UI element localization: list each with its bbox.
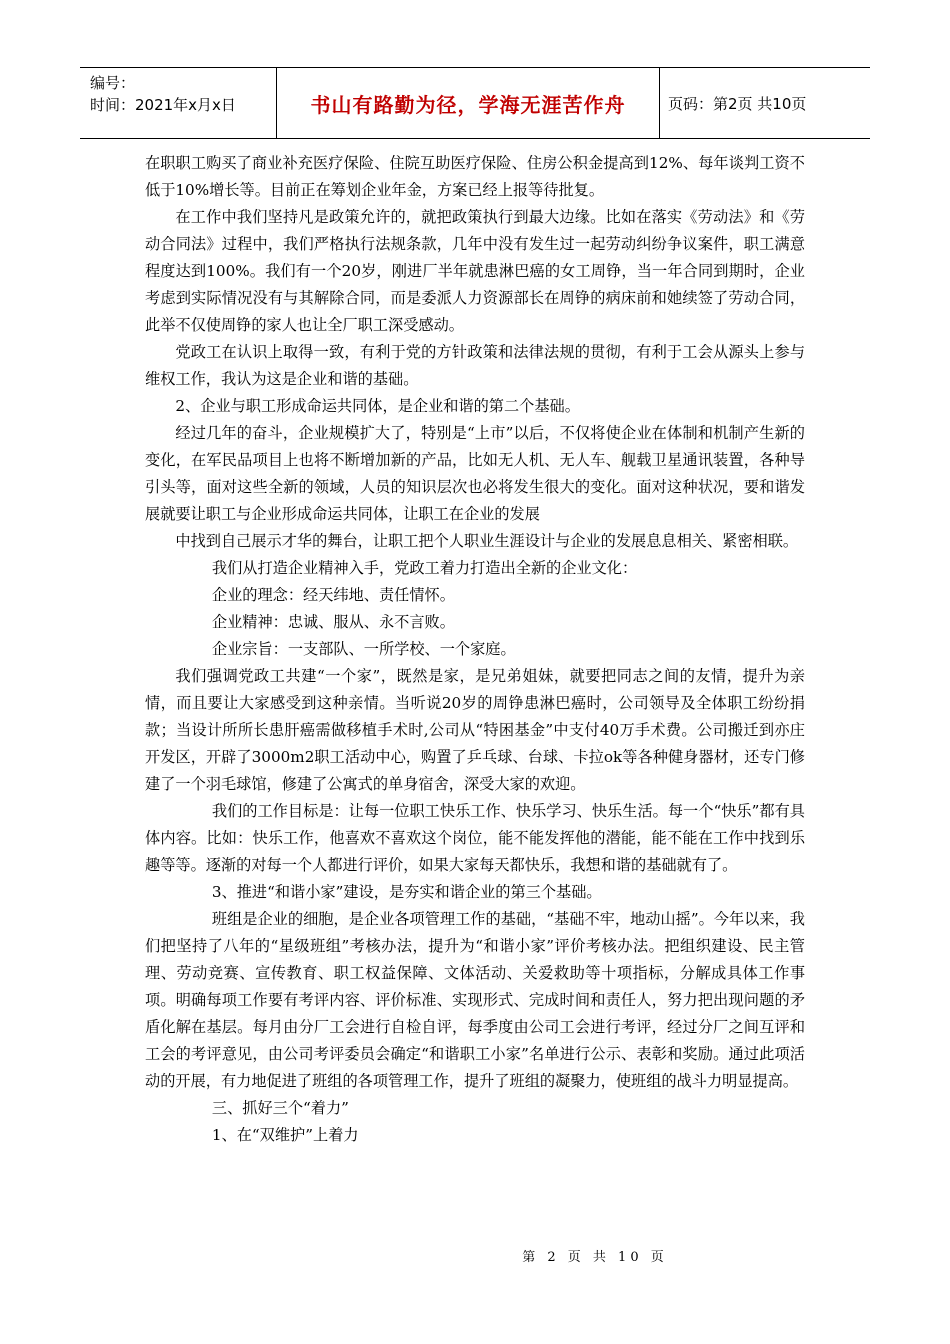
paragraph: 班组是企业的细胞，是企业各项管理工作的基础，“基础不牢，地动山摇”。今年以来，我们把坚持了八年的“星级班组”考核办法，提升为“和谐小家”评价考核办法。把组织建设、民主管理、劳动竞赛、宣传教育、职工权益保障、文体活动、关爱救助等十项指标，分解成具体工作事项。明确每项工作要有考评内容、评价标准、实现形式、完成时间和责任人，努力把出现问题的矛盾化解在基层。每月由分厂工会进行自检自评，每季度由公司工会进行考评，经过分厂之间互评和工会的考评意见，由公司考评委员会确定“和谐职工小家”名单进行公示、表彰和奖励。通过此项活动的开展，有力地促进了班组的各项管理工作，提升了班组的凝聚力，使班组的战斗力明显提高。 (145, 910, 805, 1090)
paragraph: 在工作中我们坚持凡是政策允许的，就把政策执行到最大边缘。比如在落实《劳动法》和《劳动合同法》过程中，我们严格执行法规条款，几年中没有发生过一起劳动纠纷争议案件，职工满意程度达到100%。我们有一个20岁，刚进厂半年就患淋巴癌的女工周铮，当一年合同到期时，企业考虑到实际情况没有与其解除合同，而是委派人力资源部长在周铮的病床前和她续签了劳动合同，此举不仅使周铮的家人也让全厂职工深受感动。 (145, 208, 805, 334)
footer-page-number: 第 2 页 共 10 页 (522, 1250, 668, 1265)
document-body (145, 150, 805, 1149)
paragraph: 我们强调党政工共建“一个家”，既然是家，是兄弟姐妹，就要把同志之间的友情，提升为亲情，而且要让大家感受到这种亲情。当听说20岁的周铮患淋巴癌时，公司领导及全体职工纷纷捐款；当设计所所长患肝癌需做移植手术时,公司从“特困基金”中支付40万手术费。公司搬迁到亦庄开发区，开辟了3000m2职工活动中心，购置了乒乓球、台球、卡拉ok等各种健身器材，还专门修建了一个羽毛球馆，修建了公寓式的单身宿舍，深受大家的欢迎。 (145, 667, 805, 793)
paragraph: 党政工在认识上取得一致，有利于党的方针政策和法律法规的贯彻，有利于工会从源头上参与维权工作，我认为这是企业和谐的基础。 (145, 343, 805, 388)
page-header (80, 67, 870, 139)
section-heading: 3、推进“和谐小家”建设，是夯实和谐企业的第三个基础。 (211, 883, 602, 901)
section-heading: 三、抓好三个“着力” (211, 1099, 349, 1117)
culture-item: 企业宗旨：一支部队、一所学校、一个家庭。 (211, 640, 516, 658)
header-page-label: 页码：第2页 共10页 (668, 94, 807, 113)
time-label: 时间：2021年x月x日 (90, 96, 236, 114)
paragraph: 在职职工购买了商业补充医疗保险、住院互助医疗保险、住房公积金提高到12%、每年谈判工资不低于10%增长等。目前正在筹划企业年金，方案已经上报等待批复。 (145, 154, 805, 199)
culture-item: 企业的理念：经天纬地、责任情怀。 (211, 586, 455, 604)
paragraph: 中找到自己展示才华的舞台，让职工把个人职业生涯设计与企业的发展息息相关、紧密相联。 (175, 532, 799, 550)
section-heading: 2、企业与职工形成命运共同体，是企业和谐的第二个基础。 (175, 397, 580, 415)
header-meta (80, 68, 277, 138)
culture-item: 企业精神：忠诚、服从、永不言败。 (211, 613, 455, 631)
section-heading: 1、在“双维护”上着力 (211, 1126, 359, 1144)
header-motto: 书山有路勤为径，学海无涯苦作舟 (277, 68, 660, 138)
paragraph: 我们的工作目标是：让每一位职工快乐工作、快乐学习、快乐生活。每一个“快乐”都有具体内容。比如：快乐工作，他喜欢不喜欢这个岗位，能不能发挥他的潜能，能不能在工作中找到乐趣等等。逐渐的对每一个人都进行评价，如果大家每天都快乐，我想和谐的基础就有了。 (145, 802, 805, 874)
paragraph: 我们从打造企业精神入手，党政工着力打造出全新的企业文化： (211, 559, 638, 577)
page-footer (0, 1246, 950, 1265)
number-label: 编号： (90, 74, 136, 92)
paragraph: 经过几年的奋斗，企业规模扩大了，特别是“上市”以后，不仅将使企业在体制和机制产生新的变化，在军民品项目上也将不断增加新的产品，比如无人机、无人车、舰载卫星通讯装置，各种导引头等，面对这些全新的领域，人员的知识层次也必将发生很大的变化。面对这种状况，要和谐发展就要让职工与企业形成命运共同体，让职工在企业的发展 (145, 424, 805, 523)
